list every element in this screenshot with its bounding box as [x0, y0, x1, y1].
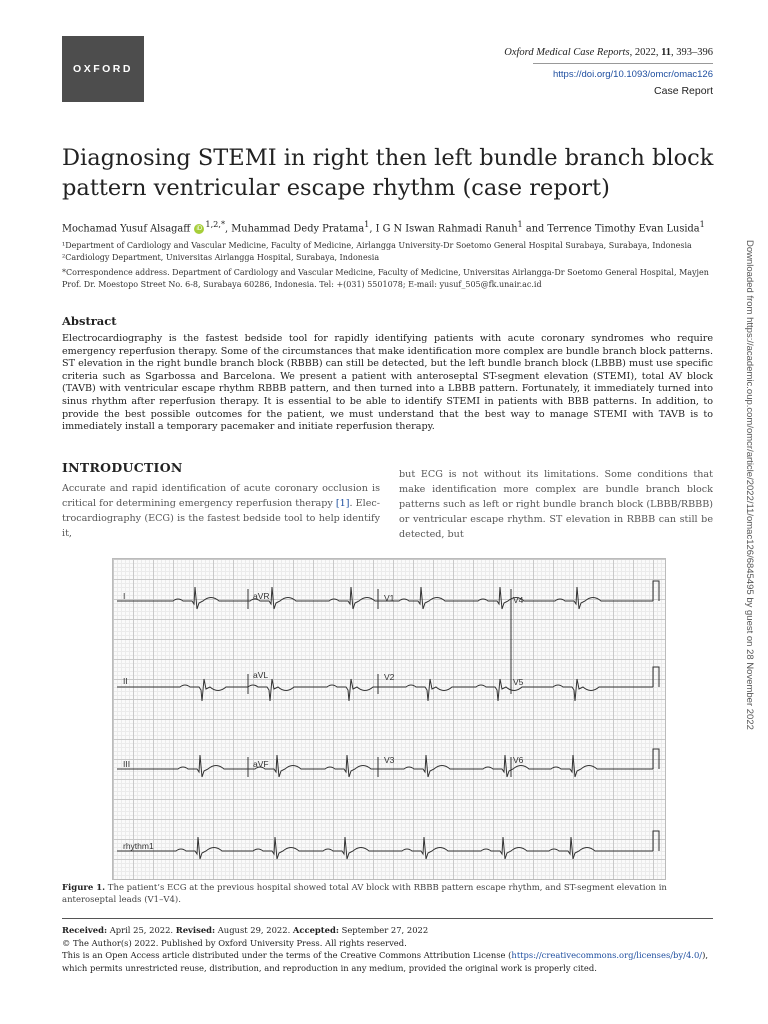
- license-link[interactable]: https://creativecommons.org/licenses/by/4.0/: [511, 950, 703, 961]
- intro-left-text-b: . Electrocardiography (ECG) is the fastest bedside tool to help identify it,: [62, 498, 380, 539]
- affiliations: [62, 240, 714, 291]
- abstract-heading: Abstract: [62, 314, 117, 328]
- lead-label-v4: V4: [513, 595, 524, 605]
- author-3-affil: 1: [517, 219, 523, 229]
- doi-link[interactable]: https://doi.org/10.1093/omcr/omac126: [552, 69, 713, 80]
- caption-label: Figure 1.: [62, 883, 106, 893]
- lead-label-v1: V1: [384, 593, 395, 603]
- reference-link[interactable]: [1]: [335, 498, 350, 509]
- lead-label-rhythm: rhythm1: [123, 841, 154, 851]
- accepted-date: September 27, 2022: [338, 925, 429, 935]
- ecg-traces: [113, 559, 665, 879]
- lead-label-v3: V3: [384, 755, 395, 765]
- license-statement: [62, 949, 713, 974]
- journal-volume: 11: [661, 47, 671, 58]
- caption-text: The patient’s ECG at the previous hospital showed total AV block with RBBB pattern escape rhythm, and ST-segment elevation in anteroseptal leads (V1–V4).: [62, 883, 667, 905]
- author-4-affil: 1: [699, 219, 705, 229]
- license-text-b: ), which permits unrestricted reuse, distribution, and reproduction in any medium, provided the original work is properly cited.: [62, 950, 709, 973]
- oxford-logo[interactable]: [62, 36, 144, 102]
- author-1-affil: 1,2,*: [205, 219, 226, 229]
- calibration-pulse-2: [653, 667, 659, 687]
- orcid-icon[interactable]: iD: [194, 224, 204, 234]
- introduction-heading: INTRODUCTION: [62, 460, 183, 475]
- author-1[interactable]: Mochamad Yusuf Alsagaff: [62, 223, 191, 235]
- author-2[interactable]: , Muhammad Dedy Pratama: [225, 223, 365, 235]
- received-date: April 25, 2022.: [107, 925, 176, 935]
- correspondence-address: *Correspondence address. Department of Cardiology and Vascular Medicine, Faculty of Medicine, Universitas Airlangga-Dr Soetomo General Hospital, Mayjen Prof. Dr. Moestopo Street No. 6-8, Surabaya 60286, Indonesia. Tel: +(031) 5501078; E-mail: yusuf_505@fk.unair.ac.id: [62, 268, 709, 289]
- footer-divider: [62, 918, 713, 919]
- ecg-trace-row-4: [117, 837, 653, 859]
- journal-pages: , 393–396: [671, 47, 713, 58]
- lead-label-v2: V2: [384, 672, 395, 682]
- history-dates: [62, 924, 713, 937]
- calibration-pulse-4: [653, 831, 659, 851]
- intro-column-right: but ECG is not without its limitations. Some conditions that make identification more complex are bundle branch block patterns such as left or right bundle branch block (LBBB/RBBB) or ventricular escape rhythm. ST elevation in RBBB can still be detected, but: [399, 469, 713, 540]
- affiliation-2: ²Cardiology Department, Universitas Airlangga Hospital, Surabaya, Indonesia: [62, 253, 380, 262]
- lead-label-ii: II: [123, 676, 128, 686]
- citation-line: [504, 44, 713, 61]
- author-2-affil: 1: [364, 219, 370, 229]
- logo-text: OXFORD: [73, 63, 133, 75]
- journal-name: Oxford Medical Case Reports: [504, 47, 630, 58]
- intro-column-left: [62, 481, 380, 541]
- lead-label-iii: III: [123, 759, 131, 769]
- calibration-pulse-3: [653, 749, 659, 769]
- author-4[interactable]: and Terrence Timothy Evan Lusida: [522, 223, 700, 235]
- download-watermark: Downloaded from https://academic.oup.com/omcr/article/2022/11/omac126/6845495 by guest on 28 November 2022: [744, 240, 755, 730]
- abstract-text: Electrocardiography is the fastest bedside tool for rapidly identifying patients with acute coronary syndromes who require emergency reperfusion therapy. Some of the circumstances that make identification more complex are bundle branch block patterns. ST elevation in the right bundle branch block (RBBB) can still be detected, but the left bundle branch block (LBBB) must use specific criteria such as Sgarbossa and Barcelona. We present a patient with anteroseptal ST-segment elevation (STEMI), total AV block (TAVB) with ventricular escape rhythm RBBB pattern, and then turned into a LBBB pattern. Fortunately, it immediately turned into sinus rhythm after reperfusion therapy. It is essential to be able to identify STEMI in patients with BBB patterns. In addition, to provide the best possible outcomes for the patient, we must understand that the best way to manage STEMI with TAVB is to immediately install a temporary pacemaker and initiate reperfusion therapy.: [62, 333, 713, 433]
- figure-caption: [62, 883, 714, 906]
- intro-left-text-a: Accurate and rapid identification of acute coronary occlusion is critical for determining emergency reperfusion therapy: [62, 483, 380, 509]
- journal-year: , 2022,: [629, 47, 662, 58]
- calibration-pulse-1: [653, 581, 659, 601]
- accepted-label: Accepted:: [292, 925, 339, 935]
- lead-label-avl: aVL: [253, 670, 269, 680]
- copyright-line: © The Author(s) 2022. Published by Oxford University Press. All rights reserved.: [62, 937, 407, 948]
- article-type: Case Report: [654, 85, 713, 97]
- lead-label-avf: aVF: [253, 759, 269, 769]
- article-history: [62, 924, 713, 974]
- lead-label-i: I: [123, 591, 126, 601]
- article-title: Diagnosing STEMI in right then left bundle branch block pattern ventricular escape rhythm (case report): [62, 145, 714, 201]
- lead-label-avr: aVR: [253, 591, 270, 601]
- received-label: Received:: [62, 925, 108, 935]
- ecg-trace-row-2: [117, 679, 653, 701]
- license-text-a: This is an Open Access article distributed under the terms of the Creative Commons Attribution License (: [62, 950, 512, 961]
- journal-reference: [504, 44, 713, 100]
- affiliation-1: ¹Department of Cardiology and Vascular Medicine, Faculty of Medicine, Airlangga University-Dr Soetomo General Hospital Surabaya, Surabaya, Indonesia: [62, 241, 692, 250]
- header-divider: [533, 63, 713, 64]
- lead-label-v6: V6: [513, 755, 524, 765]
- revised-date: August 29, 2022.: [215, 925, 293, 935]
- lead-label-v5: V5: [513, 677, 524, 687]
- revised-label: Revised:: [175, 925, 216, 935]
- author-3[interactable]: , I G N Iswan Rahmadi Ranuh: [369, 223, 518, 235]
- ecg-figure: [112, 558, 666, 880]
- author-list: [62, 217, 722, 236]
